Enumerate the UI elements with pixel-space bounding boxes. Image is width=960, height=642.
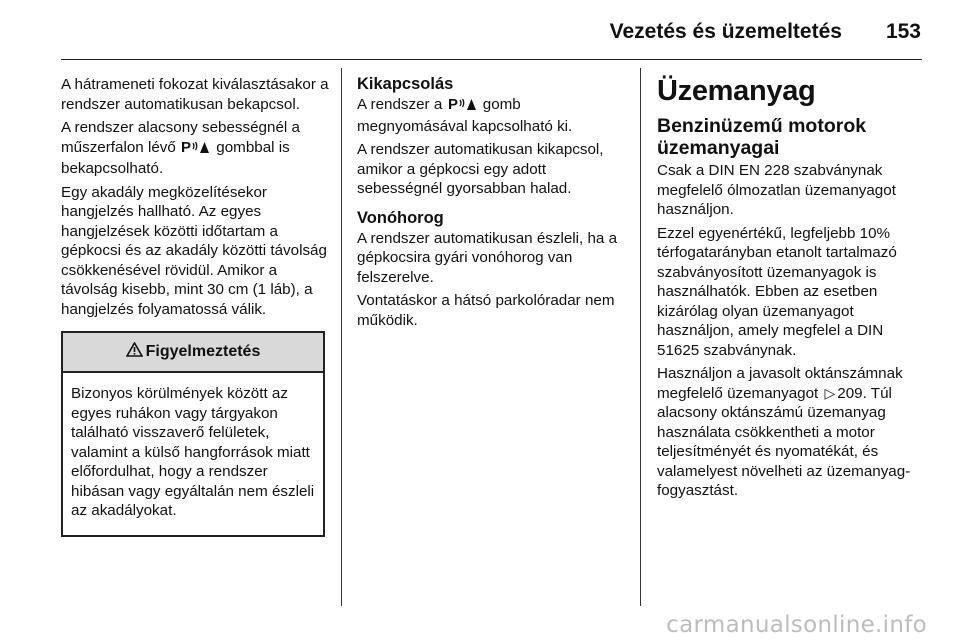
text: . Túl alacsony oktánszámú üzemanyag használata csökkentheti a motor teljesítményét és nyomatékát, és valamelyest növelheti az üzemanyag-fogyasztást.	[657, 384, 911, 499]
section-title: Vezetés és üzemeltetés	[609, 20, 842, 43]
warning-icon	[126, 342, 143, 363]
page-reference-icon: ▷	[824, 384, 836, 401]
column-divider	[640, 68, 641, 606]
warning-box	[61, 331, 325, 537]
subheading: Kikapcsolás	[357, 75, 454, 93]
page-header	[61, 14, 921, 50]
header-rule	[61, 59, 922, 60]
paragraph: A rendszer automatikusan észleli, ha a gépkocsira gyári vonóhorog van felszerelve.	[357, 229, 618, 286]
section-heading: Üzemanyag	[657, 75, 816, 107]
column-divider	[341, 68, 342, 606]
text: gombbal is bekapcsolható.	[61, 138, 290, 177]
warning-header	[63, 333, 323, 373]
text: Használjon a javasolt oktánszámnak megfelelő üzemanyagot	[657, 365, 903, 402]
paragraph: Ezzel egyenértékű, legfeljebb 10% térfogatarányban etanolt tartalmazó szabványosított üzemanyagok is használhatók. Ebben az esetben kizárólag olyan üzemanyagot használjon, amely megfelel a DIN 51625 szabványnak.	[657, 224, 897, 359]
warning-body: Bizonyos körülmények között az egyes ruhákon vagy tárgyakon található visszaverő felületek, valamint a külső hangforrások miatt előfordulhat, hogy a rendszer hibásan vagy egyáltalán nem észleli az akadályokat.	[71, 385, 315, 519]
text: A rendszer alacsony sebességnél a műszerfalon lévő	[61, 119, 300, 156]
watermark: carmanualsonline.info	[666, 612, 927, 638]
park-assist-icon	[448, 96, 478, 117]
page-reference[interactable]: 209	[837, 384, 863, 402]
paragraph	[357, 95, 629, 136]
paragraph	[657, 364, 925, 501]
paragraph: Egy akadály megközelítésekor hangjelzés hallható. Az egyes hangjelzések közötti időtartam a gépkocsi és az akadály közötti távolság csökkenésével rövidül. Amikor a távolság kisebb, mint 30 cm (1 láb), a hangjelzés folyamatossá válik.	[61, 183, 327, 318]
column-2	[357, 75, 629, 334]
paragraph: A rendszer automatikusan kikapcsol, amikor a gépkocsi egy adott sebességnél gyorsabban halad.	[357, 141, 604, 197]
svg-text:P: P	[181, 138, 192, 154]
column-3	[657, 75, 925, 505]
paragraph: A hátrameneti fokozat kiválasztásakor a rendszer automatikusan bekapcsol.	[61, 76, 329, 113]
subheading: Vonóhorog	[357, 208, 444, 227]
text: A rendszer a	[357, 96, 443, 113]
park-assist-icon	[181, 139, 211, 160]
warning-title: Figyelmeztetés	[145, 343, 261, 361]
paragraph: Vontatáskor a hátsó parkolóradar nem működik.	[357, 292, 615, 329]
text: gomb megnyomásával kapcsolható ki.	[357, 96, 573, 135]
paragraph: Csak a DIN EN 228 szabványnak megfelelő ólmozatlan üzemanyagot használjon.	[657, 162, 896, 218]
paragraph	[61, 118, 333, 179]
subsection-heading: Benzinüzemű motorok üzemanyagai	[657, 115, 867, 159]
column-1	[61, 75, 333, 537]
svg-text:P: P	[447, 96, 458, 111]
page-number: 153	[885, 20, 921, 43]
